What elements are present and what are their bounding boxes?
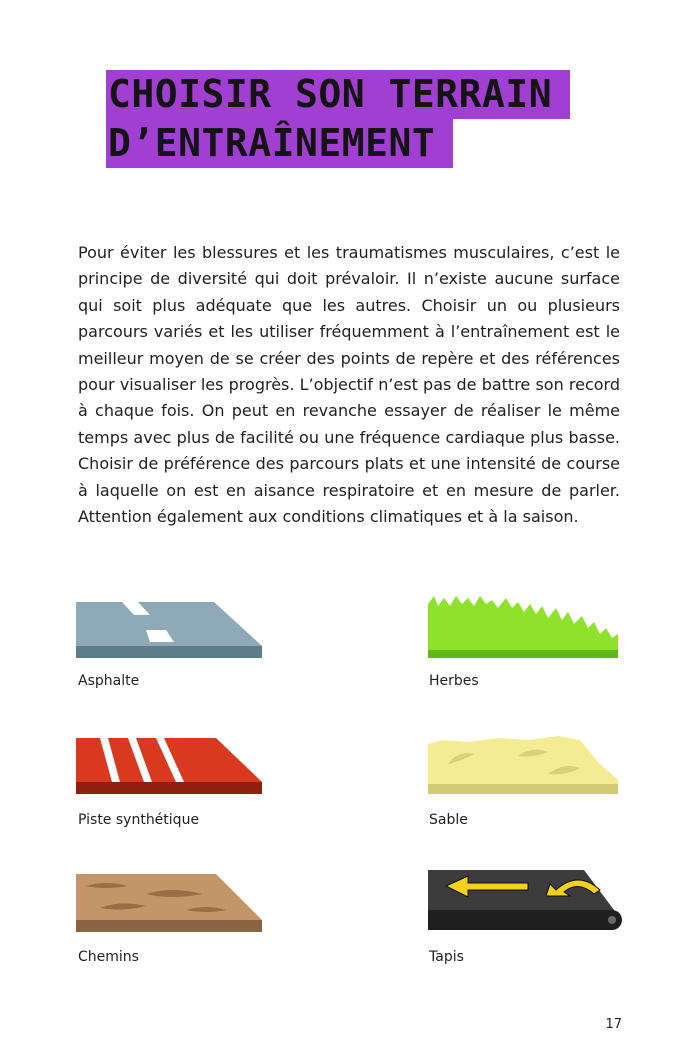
page-number: 17 [605, 1017, 622, 1032]
title-line-1: CHOISIR SON TERRAIN [106, 70, 570, 119]
synthetic-track-icon [76, 738, 262, 794]
synthetic-track-label: Piste synthétique [78, 812, 200, 828]
asphalt-icon [76, 602, 262, 658]
page-title [106, 70, 570, 168]
treadmill-icon [428, 868, 622, 934]
asphalt-label: Asphalte [78, 673, 140, 689]
dirt-path-icon [76, 874, 262, 932]
dirt-path-label: Chemins [78, 949, 139, 965]
sand-label: Sable [429, 812, 468, 828]
grass-icon [428, 594, 618, 658]
treadmill-label: Tapis [429, 949, 464, 965]
intro-paragraph: Pour éviter les blessures et les traumatismes musculaires, c’est le principe de diversité qui doit prévaloir. Il n’existe aucune surface qui soit plus adéquate que les autres. Choisir un ou plusieurs parcours variés et les utiliser fréquemment à l’entraînement est le meilleur moyen de se créer des points de repère et des références pour visualiser les progrès. L’objectif n’est pas de battre son record à chaque fois. On peut en revanche essayer de réaliser le même temps avec plus de facilité ou une fréquence cardiaque plus basse. Choisir de préférence des parcours plats et une intensité de course à laquelle on est en aisance respiratoire et en mesure de parler. Attention également aux conditions climatiques et à la saison. [78, 243, 620, 527]
title-line-2: D’ENTRAÎNEMENT [106, 119, 453, 168]
sand-icon [428, 736, 618, 796]
grass-label: Herbes [429, 673, 479, 689]
